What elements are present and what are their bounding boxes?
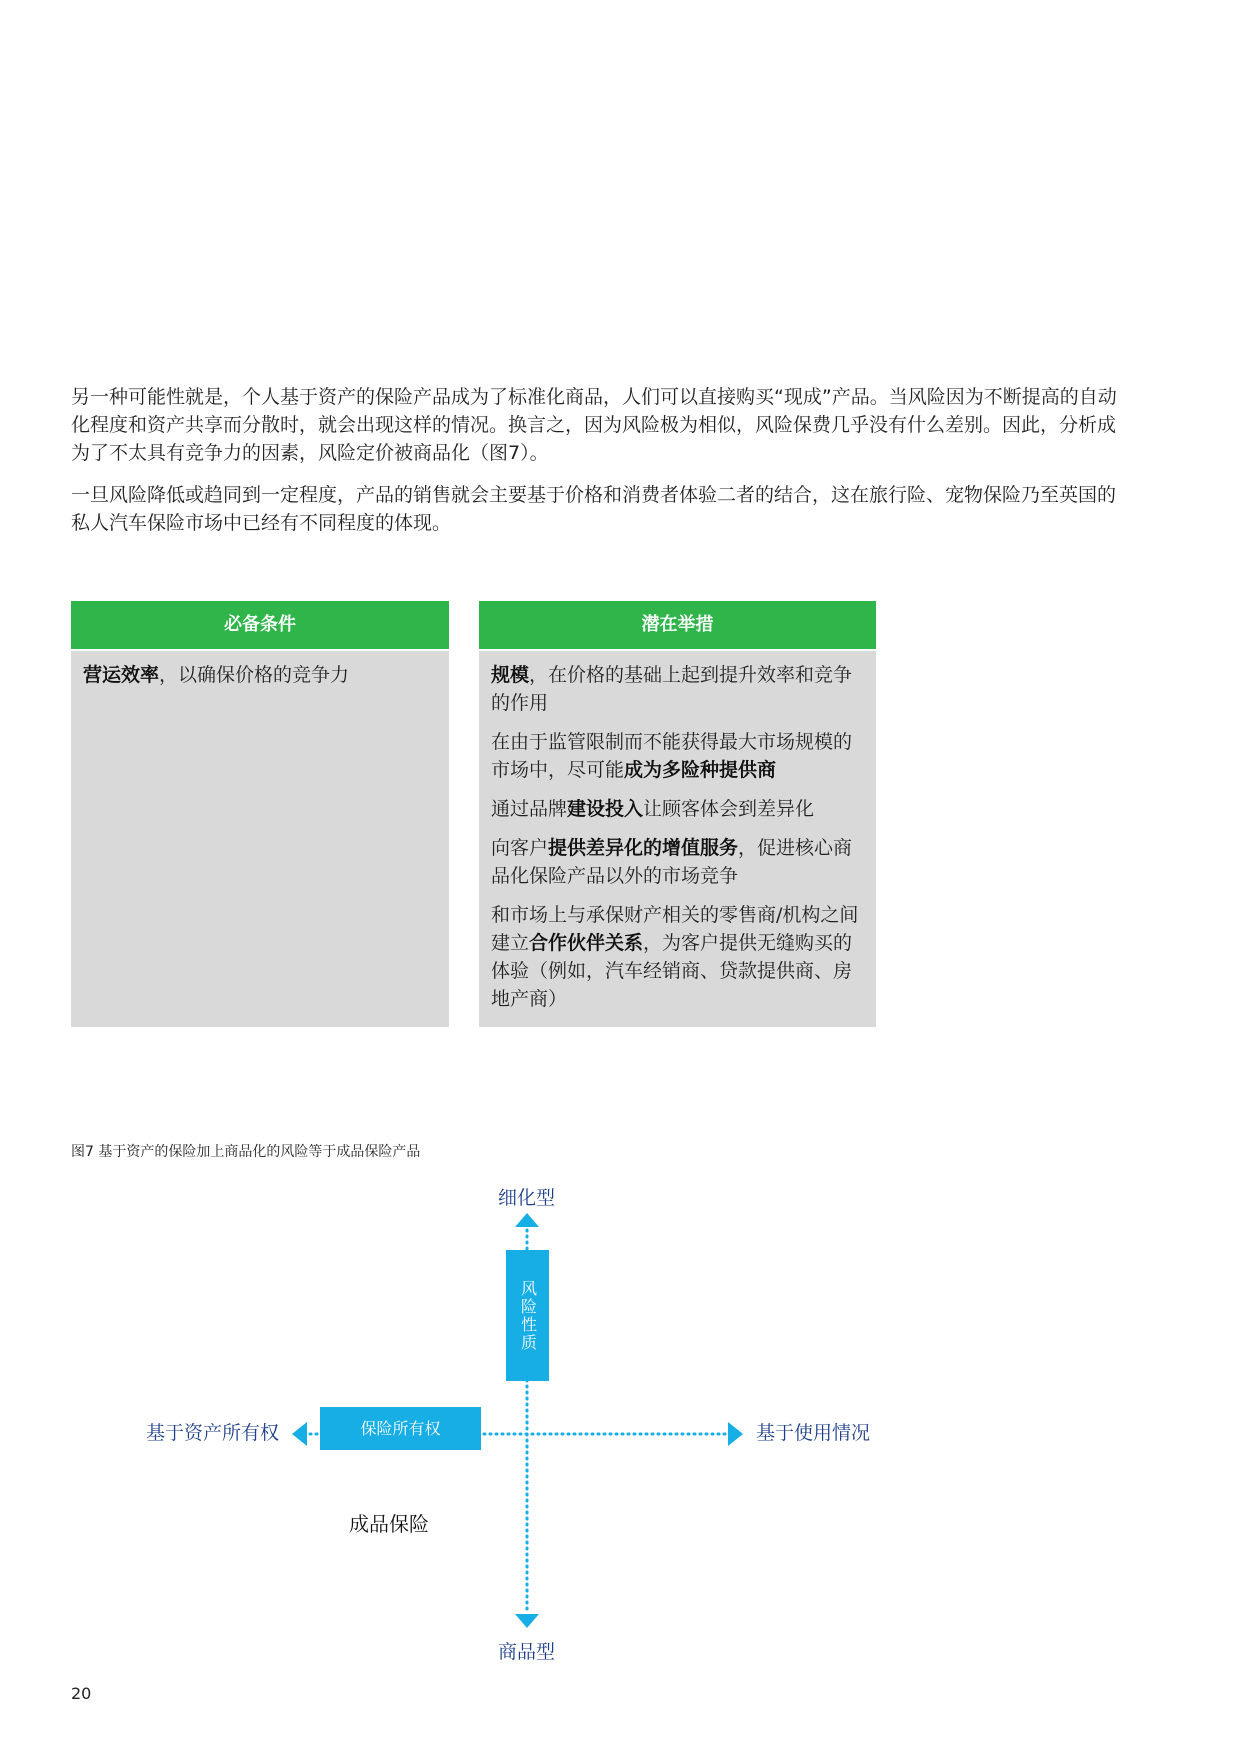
axis-label-right: 基于使用情况 (756, 1422, 871, 1444)
item-bold: 规模 (491, 664, 530, 686)
arrow-left-icon (292, 1422, 307, 1446)
item-text: 和市场上与承保财产相关的零售商/机构之间建立 (491, 904, 859, 954)
axis-label-left: 基于资产所有权 (146, 1422, 280, 1444)
item-bold: 建设投入 (567, 798, 644, 820)
item-text: 通过品牌 (491, 798, 568, 820)
measure-item (491, 901, 862, 1013)
risk-nature-box (506, 1250, 549, 1381)
risk-nature-label: 风险性质 (518, 1279, 538, 1352)
measures-header: 潜在举措 (479, 601, 876, 651)
axis-label-bottom: 商品型 (498, 1641, 556, 1663)
arrow-right-icon (728, 1422, 743, 1446)
measure-item (491, 795, 862, 823)
paragraph-1: 另一种可能性就是，个人基于资产的保险产品成为了标准化商品，人们可以直接购买“现成”产品。当风险因为不断提高的自动化程度和资产共享而分散时，就会出现这样的情况。换言之，因为风险极为相似，风险保费几乎没有什么差别。因此，分析成为了不太具有竞争力的因素，风险定价被商品化（图7）。 (71, 386, 1117, 464)
axis-label-top: 细化型 (498, 1187, 556, 1209)
requirements-header: 必备条件 (71, 601, 449, 651)
measures-body (479, 651, 876, 1027)
item-bold: 合作伙伴关系 (529, 932, 644, 954)
item-text: 向客户 (491, 837, 549, 859)
measure-item (491, 728, 862, 784)
requirements-column (71, 601, 449, 1027)
ownership-box: 保险所有权 (320, 1407, 481, 1450)
item-text: 让顾客体会到差异化 (643, 798, 815, 820)
arrow-down-icon (515, 1614, 539, 1628)
arrow-up-icon (515, 1213, 539, 1227)
item-text: ，为客户提供无缝购买的体验（例如，汽车经销商、贷款提供商、房地产商） (491, 932, 853, 1010)
measure-item (491, 834, 862, 890)
item-text: ，以确保价格的竞争力 (159, 664, 350, 686)
item-bold: 营运效率 (83, 664, 160, 686)
figure-caption: 图7 基于资产的保险加上商品化的风险等于成品保险产品 (71, 1144, 421, 1160)
requirements-body (71, 651, 449, 1027)
requirement-item (83, 661, 437, 689)
measures-column (479, 601, 876, 1027)
measure-item (491, 661, 862, 717)
page-number: 20 (71, 1684, 92, 1703)
item-text: 在由于监管限制而不能获得最大市场规模的市场中，尽可能 (491, 731, 853, 781)
item-bold: 提供差异化的增值服务 (548, 837, 739, 859)
item-bold: 成为多险种提供商 (624, 759, 777, 781)
quadrant-label: 成品保险 (349, 1512, 429, 1536)
item-text: ，促进核心商品化保险产品以外的市场竞争 (491, 837, 853, 887)
paragraph-2: 一旦风险降低或趋同到一定程度，产品的销售就会主要基于价格和消费者体验二者的结合，这在旅行险、宠物保险乃至英国的私人汽车保险市场中已经有不同程度的体现。 (71, 484, 1117, 534)
item-text: ，在价格的基础上起到提升效率和竞争的作用 (491, 664, 853, 714)
